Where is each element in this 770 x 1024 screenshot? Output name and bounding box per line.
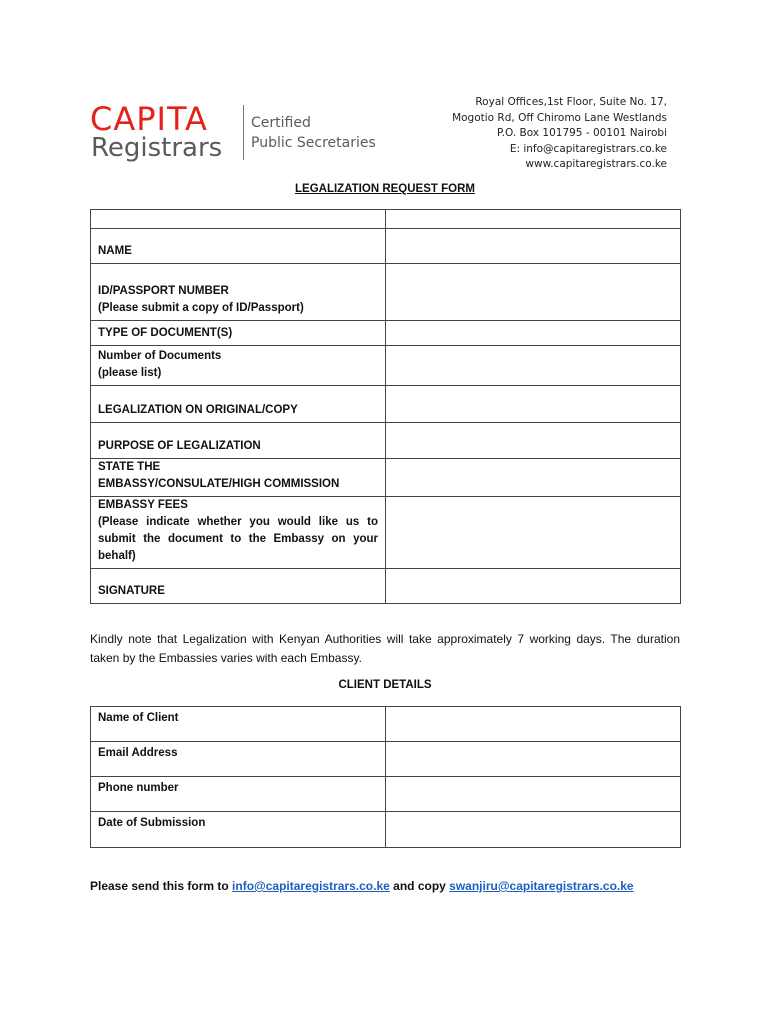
field-label-purpose: PURPOSE OF LEGALIZATION xyxy=(91,423,386,459)
field-input-purpose[interactable] xyxy=(386,423,681,459)
field-label-embassy: STATE THE EMBASSY/CONSULATE/HIGH COMMISSION xyxy=(91,459,386,497)
logo-tagline-line2: Public Secretaries xyxy=(251,135,376,151)
address-line-website: www.capitaregistrars.co.ke xyxy=(525,158,667,170)
address-line-3: P.O. Box 101795 - 00101 Nairobi xyxy=(497,127,667,139)
processing-time-note: Kindly note that Legalization with Kenyan Authorities will take approximately 7 working days. The duration taken by the Embassies varies with each Embassy. xyxy=(90,632,680,665)
client-input-phone[interactable] xyxy=(386,777,681,812)
footer-prefix: Please send this form to xyxy=(90,879,233,893)
field-input-document-type[interactable] xyxy=(386,321,681,346)
field-label-signature: SIGNATURE xyxy=(91,569,386,604)
field-input-number-of-documents[interactable] xyxy=(386,346,681,386)
field-label-name: NAME xyxy=(91,229,386,264)
logo-registrars-text: Registrars xyxy=(91,133,223,163)
client-label-phone: Phone number xyxy=(91,777,386,812)
field-label-original-copy: LEGALIZATION ON ORIGINAL/COPY xyxy=(91,386,386,423)
client-details-title: CLIENT DETAILS xyxy=(338,679,432,691)
blank-value-cell xyxy=(386,210,681,229)
field-label-id-passport: ID/PASSPORT NUMBER (Please submit a copy of ID/Passport) xyxy=(91,264,386,321)
client-input-email[interactable] xyxy=(386,742,681,777)
form-title: LEGALIZATION REQUEST FORM xyxy=(295,183,475,195)
client-input-name[interactable] xyxy=(386,707,681,742)
company-address xyxy=(452,95,667,173)
logo-tagline xyxy=(251,113,376,153)
logo-divider xyxy=(243,105,244,160)
logo-capita-text: CAPITA xyxy=(90,100,208,138)
client-input-date[interactable] xyxy=(386,812,681,848)
client-details-table xyxy=(90,706,681,848)
email-link-swanjiru[interactable]: swanjiru@capitaregistrars.co.ke xyxy=(449,879,634,893)
address-line-2: Mogotio Rd, Off Chiromo Lane Westlands xyxy=(452,111,667,124)
address-line-1: Royal Offices,1st Floor, Suite No. 17, xyxy=(475,96,667,108)
submission-instructions xyxy=(90,879,634,893)
client-label-name: Name of Client xyxy=(91,707,386,742)
field-input-signature[interactable] xyxy=(386,569,681,604)
field-label-document-type: TYPE OF DOCUMENT(S) xyxy=(91,321,386,346)
field-input-id-passport[interactable] xyxy=(386,264,681,321)
field-label-embassy-fees: EMBASSY FEES (Please indicate whether you would like us to submit the document to the Embassy on your behalf) xyxy=(91,497,386,569)
field-input-name[interactable] xyxy=(386,229,681,264)
footer-middle: and copy xyxy=(389,879,450,893)
email-link-info[interactable]: info@capitaregistrars.co.ke xyxy=(232,879,390,893)
client-label-email: Email Address xyxy=(91,742,386,777)
field-input-embassy-fees[interactable] xyxy=(386,497,681,569)
address-line-email: E: info@capitaregistrars.co.ke xyxy=(509,142,667,155)
field-input-embassy[interactable] xyxy=(386,459,681,497)
client-label-date: Date of Submission xyxy=(91,812,386,848)
field-label-number-of-documents: Number of Documents (please list) xyxy=(91,346,386,386)
blank-label-cell xyxy=(91,210,386,229)
request-form-table xyxy=(90,209,681,604)
logo-tagline-line1: Certified xyxy=(251,115,311,131)
field-input-original-copy[interactable] xyxy=(386,386,681,423)
